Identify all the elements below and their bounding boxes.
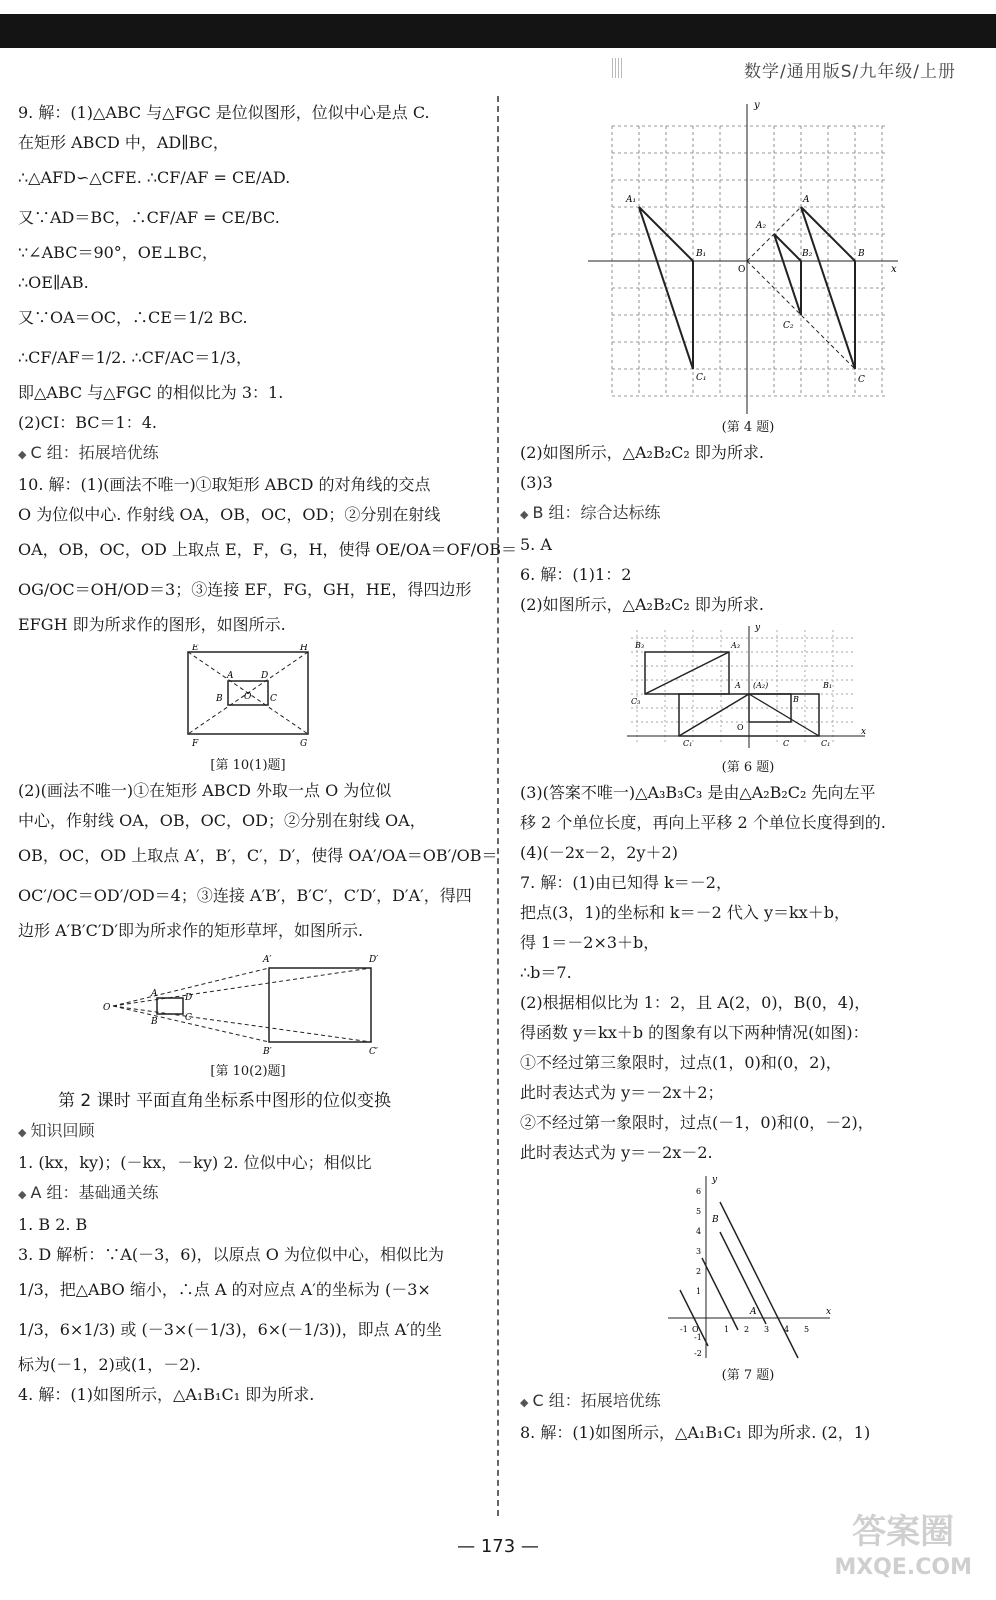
svg-text:C₁: C₁	[696, 373, 707, 383]
figure-10-1-caption: [第 10(1)题]	[210, 758, 286, 773]
svg-text:x: x	[826, 1307, 832, 1317]
q4-line-1: 4. 解：(1)如图所示，△A₁B₁C₁ 即为所求.	[18, 1385, 315, 1404]
q9-line-10: (2)CI：BC＝1：4.	[18, 413, 157, 432]
svg-text:D: D	[185, 993, 193, 1003]
svg-text:C′: C′	[369, 1047, 378, 1057]
svg-text:4: 4	[784, 1325, 790, 1334]
svg-text:1: 1	[696, 1287, 702, 1296]
watermark	[834, 1514, 972, 1586]
svg-text:A: A	[803, 195, 810, 205]
svg-text:y: y	[712, 1175, 718, 1185]
svg-text:B₂: B₂	[802, 249, 813, 259]
q9-line-7: 又∵OA＝OC，∴CE＝1/2 BC.	[18, 308, 248, 327]
svg-text:-1: -1	[694, 1333, 702, 1342]
q7-line-8: 此时表达式为 y＝－2x＋2；	[520, 1083, 724, 1102]
q7-line-10: 此时表达式为 y＝－2x－2.	[520, 1143, 713, 1162]
q6-line-1: 6. 解：(1)1：2	[520, 565, 632, 584]
svg-text:2: 2	[696, 1267, 702, 1276]
watermark-logo: 答案圈	[852, 1512, 955, 1552]
svg-text:-1: -1	[680, 1325, 688, 1334]
header-stripe	[612, 58, 622, 78]
q10-2-line-1: (2)(画法不唯一)①在矩形 ABCD 外取一点 O 为位似	[18, 781, 392, 800]
svg-text:1: 1	[724, 1325, 730, 1334]
svg-text:O: O	[737, 723, 744, 732]
q10-line-5: EFGH 即为所求作的图形，如图所示.	[18, 615, 286, 634]
q10-2-line-2: 中心，作射线 OA，OB，OC，OD；②分别在射线 OA，	[18, 811, 426, 830]
a-group-answers: 1. B 2. B	[18, 1215, 88, 1234]
figure-10-2	[103, 950, 393, 1058]
svg-text:O: O	[103, 1003, 111, 1013]
svg-text:O: O	[244, 692, 252, 702]
svg-text:5: 5	[804, 1325, 810, 1334]
section-review: ◆ 知识回顾	[18, 1116, 478, 1148]
q5-answer: 5. A	[520, 535, 552, 554]
svg-text:y: y	[754, 100, 760, 111]
q10-line-2: O 为位似中心. 作射线 OA，OB，OC，OD；②分别在射线	[18, 505, 441, 524]
q10-2-line-3: OB，OC，OD 上取点 A′，B′，C′，D′，使得 OA′/OA＝OB′/OB＝	[18, 846, 498, 865]
figure-10-2-caption: [第 10(2)题]	[210, 1064, 286, 1079]
svg-text:(A₂): (A₂)	[753, 681, 769, 690]
q6-line-4: 移 2 个单位长度，再向上平移 2 个单位长度得到的.	[520, 813, 886, 832]
q6-line-3: (3)(答案不唯一)△A₃B₃C₃ 是由△A₂B₂C₂ 先向左平	[520, 783, 876, 802]
svg-text:C₂: C₂	[783, 321, 794, 331]
figure-6-caption: (第 6 题)	[721, 760, 775, 775]
svg-text:C: C	[185, 1013, 192, 1023]
q7-line-5: (2)根据相似比为 1：2，且 A(2，0)，B(0，4)，	[520, 993, 871, 1012]
svg-text:x: x	[861, 727, 867, 737]
svg-text:6: 6	[696, 1187, 702, 1196]
q3-line-3: 1/3，6×1/3) 或 (－3×(－1/3)，6×(－1/3))，即点 A′的坐	[18, 1320, 442, 1339]
svg-text:3: 3	[696, 1247, 702, 1256]
svg-text:G: G	[300, 739, 308, 749]
q7-line-7: ①不经过第三象限时，过点(1，0)和(0，2)，	[520, 1053, 842, 1072]
svg-text:-2: -2	[694, 1349, 702, 1358]
figure-7	[658, 1172, 838, 1362]
section-a-group: ◆ A 组：基础通关练	[18, 1178, 478, 1210]
svg-text:O: O	[738, 265, 746, 275]
q9-line-1: 9. 解：(1)△ABC 与△FGC 是位似图形，位似中心是点 C.	[18, 103, 430, 122]
svg-text:C₁: C₁	[683, 739, 693, 748]
svg-text:x: x	[891, 264, 897, 275]
q3-line-4: 标为(－1，2)或(1，－2).	[18, 1355, 201, 1374]
q10-line-4: OG/OC＝OH/OD＝3；③连接 EF，FG，GH，HE，得四边形	[18, 580, 472, 599]
svg-text:O: O	[692, 1325, 699, 1334]
subject-header: 数学/通用版S/九年级/上册	[744, 62, 956, 82]
svg-text:A: A	[735, 681, 741, 690]
svg-text:A₂: A₂	[756, 221, 767, 231]
section-c-group-2: ◆ C 组：拓展培优练	[520, 1386, 976, 1418]
q3-line-1: 3. D 解析：∵A(－3，6)，以原点 O 为位似中心，相似比为	[18, 1245, 444, 1264]
svg-text:B: B	[151, 1017, 158, 1027]
figure-4-caption: (第 4 题)	[721, 420, 775, 435]
svg-text:y: y	[755, 624, 761, 633]
svg-text:C₃: C₃	[631, 697, 641, 706]
q9-line-5: ∵∠ABC＝90°，OE⊥BC，	[18, 243, 218, 262]
svg-text:2: 2	[744, 1325, 750, 1334]
svg-text:A′: A′	[263, 955, 272, 965]
svg-text:D′: D′	[369, 955, 379, 965]
svg-text:B₁: B₁	[696, 249, 707, 259]
q7-line-9: ②不经过第一象限时，过点(－1，0)和(0，－2)，	[520, 1113, 874, 1132]
figure-10-1	[168, 644, 328, 752]
svg-text:B₁: B₁	[823, 681, 833, 690]
q9-line-6: ∴OE∥AB.	[18, 273, 89, 292]
q7-line-1: 7. 解：(1)由已知得 k＝－2，	[520, 873, 732, 892]
svg-text:B: B	[216, 694, 223, 704]
q7-line-6: 得函数 y＝kx＋b 的图象有以下两种情况(如图)：	[520, 1023, 869, 1042]
q9-line-8: ∴CF/AF＝1/2. ∴CF/AC＝1/3，	[18, 348, 252, 367]
section-b-group: ◆ B 组：综合达标练	[520, 498, 976, 530]
svg-text:B: B	[712, 1215, 719, 1225]
svg-text:B′: B′	[263, 1047, 272, 1057]
svg-text:E: E	[192, 644, 199, 653]
svg-text:C: C	[783, 739, 790, 748]
review-answers: 1. (kx，ky)；(－kx，－ky) 2. 位似中心；相似比	[18, 1153, 372, 1172]
q6-line-2: (2)如图所示，△A₂B₂C₂ 即为所求.	[520, 595, 764, 614]
svg-text:A₁: A₁	[626, 195, 637, 205]
page-number: — 173 —	[457, 1536, 539, 1557]
q10-2-line-5: 边形 A′B′C′D′即为所求作的矩形草坪，如图所示.	[18, 921, 364, 940]
q10-line-1: 10. 解：(1)(画法不唯一)①取矩形 ABCD 的对角线的交点	[18, 475, 431, 494]
q3-line-2: 1/3，把△ABO 缩小，∴点 A 的对应点 A′的坐标为 (－3×	[18, 1280, 431, 1299]
q10-2-line-4: OC′/OC＝OD′/OD＝4；③连接 A′B′，B′C′，C′D′，D′A′，得四	[18, 886, 472, 905]
q9-line-9: 即△ABC 与△FGC 的相似比为 3：1.	[18, 383, 284, 402]
svg-text:A₃: A₃	[731, 641, 740, 650]
q9-line-2: 在矩形 ABCD 中，AD∥BC，	[18, 133, 229, 152]
figure-4	[588, 96, 908, 414]
top-bar	[0, 14, 996, 48]
svg-text:5: 5	[696, 1207, 702, 1216]
svg-text:C₁: C₁	[821, 739, 831, 748]
q6-line-5: (4)(－2x－2，2y＋2)	[520, 843, 678, 862]
left-column	[18, 98, 517, 1410]
figure-7-caption: (第 7 题)	[721, 1368, 775, 1383]
svg-text:3: 3	[764, 1325, 770, 1334]
svg-text:F: F	[192, 739, 199, 749]
right-column	[520, 92, 976, 1448]
svg-text:C: C	[270, 694, 277, 704]
svg-text:4: 4	[696, 1227, 702, 1236]
svg-text:B: B	[858, 249, 865, 259]
q8-line-1: 8. 解：(1)如图所示，△A₁B₁C₁ 即为所求. (2，1)	[520, 1423, 871, 1442]
q9-line-3: ∴△AFD∽△CFE. ∴CF/AF = CE/AD.	[18, 168, 291, 187]
lesson-title: 第 2 课时 平面直角坐标系中图形的位似变换	[58, 1091, 392, 1111]
svg-text:B: B	[793, 695, 799, 704]
q7-line-2: 把点(3，1)的坐标和 k＝－2 代入 y＝kx＋b，	[520, 903, 850, 922]
section-c-group: ◆ C 组：拓展培优练	[18, 438, 478, 470]
q10-line-3: OA，OB，OC，OD 上取点 E，F，G，H，使得 OE/OA＝OF/OB＝	[18, 540, 517, 559]
q4-line-2: (2)如图所示，△A₂B₂C₂ 即为所求.	[520, 443, 764, 462]
svg-text:C: C	[858, 375, 865, 385]
svg-text:A: A	[151, 989, 158, 999]
watermark-url: MXQE.COM	[834, 1555, 972, 1580]
svg-text:B₃: B₃	[635, 641, 645, 650]
svg-text:A: A	[227, 671, 234, 681]
q7-line-3: 得 1＝－2×3＋b，	[520, 933, 660, 952]
svg-text:A: A	[750, 1307, 757, 1317]
svg-text:D: D	[261, 671, 269, 681]
q4-line-3: (3)3	[520, 473, 553, 492]
svg-text:H: H	[300, 644, 308, 653]
figure-6	[623, 624, 873, 754]
column-divider	[497, 96, 499, 1516]
q9-line-4: 又∵AD＝BC，∴CF/AF = CE/BC.	[18, 208, 280, 227]
q7-line-4: ∴b＝7.	[520, 963, 572, 982]
